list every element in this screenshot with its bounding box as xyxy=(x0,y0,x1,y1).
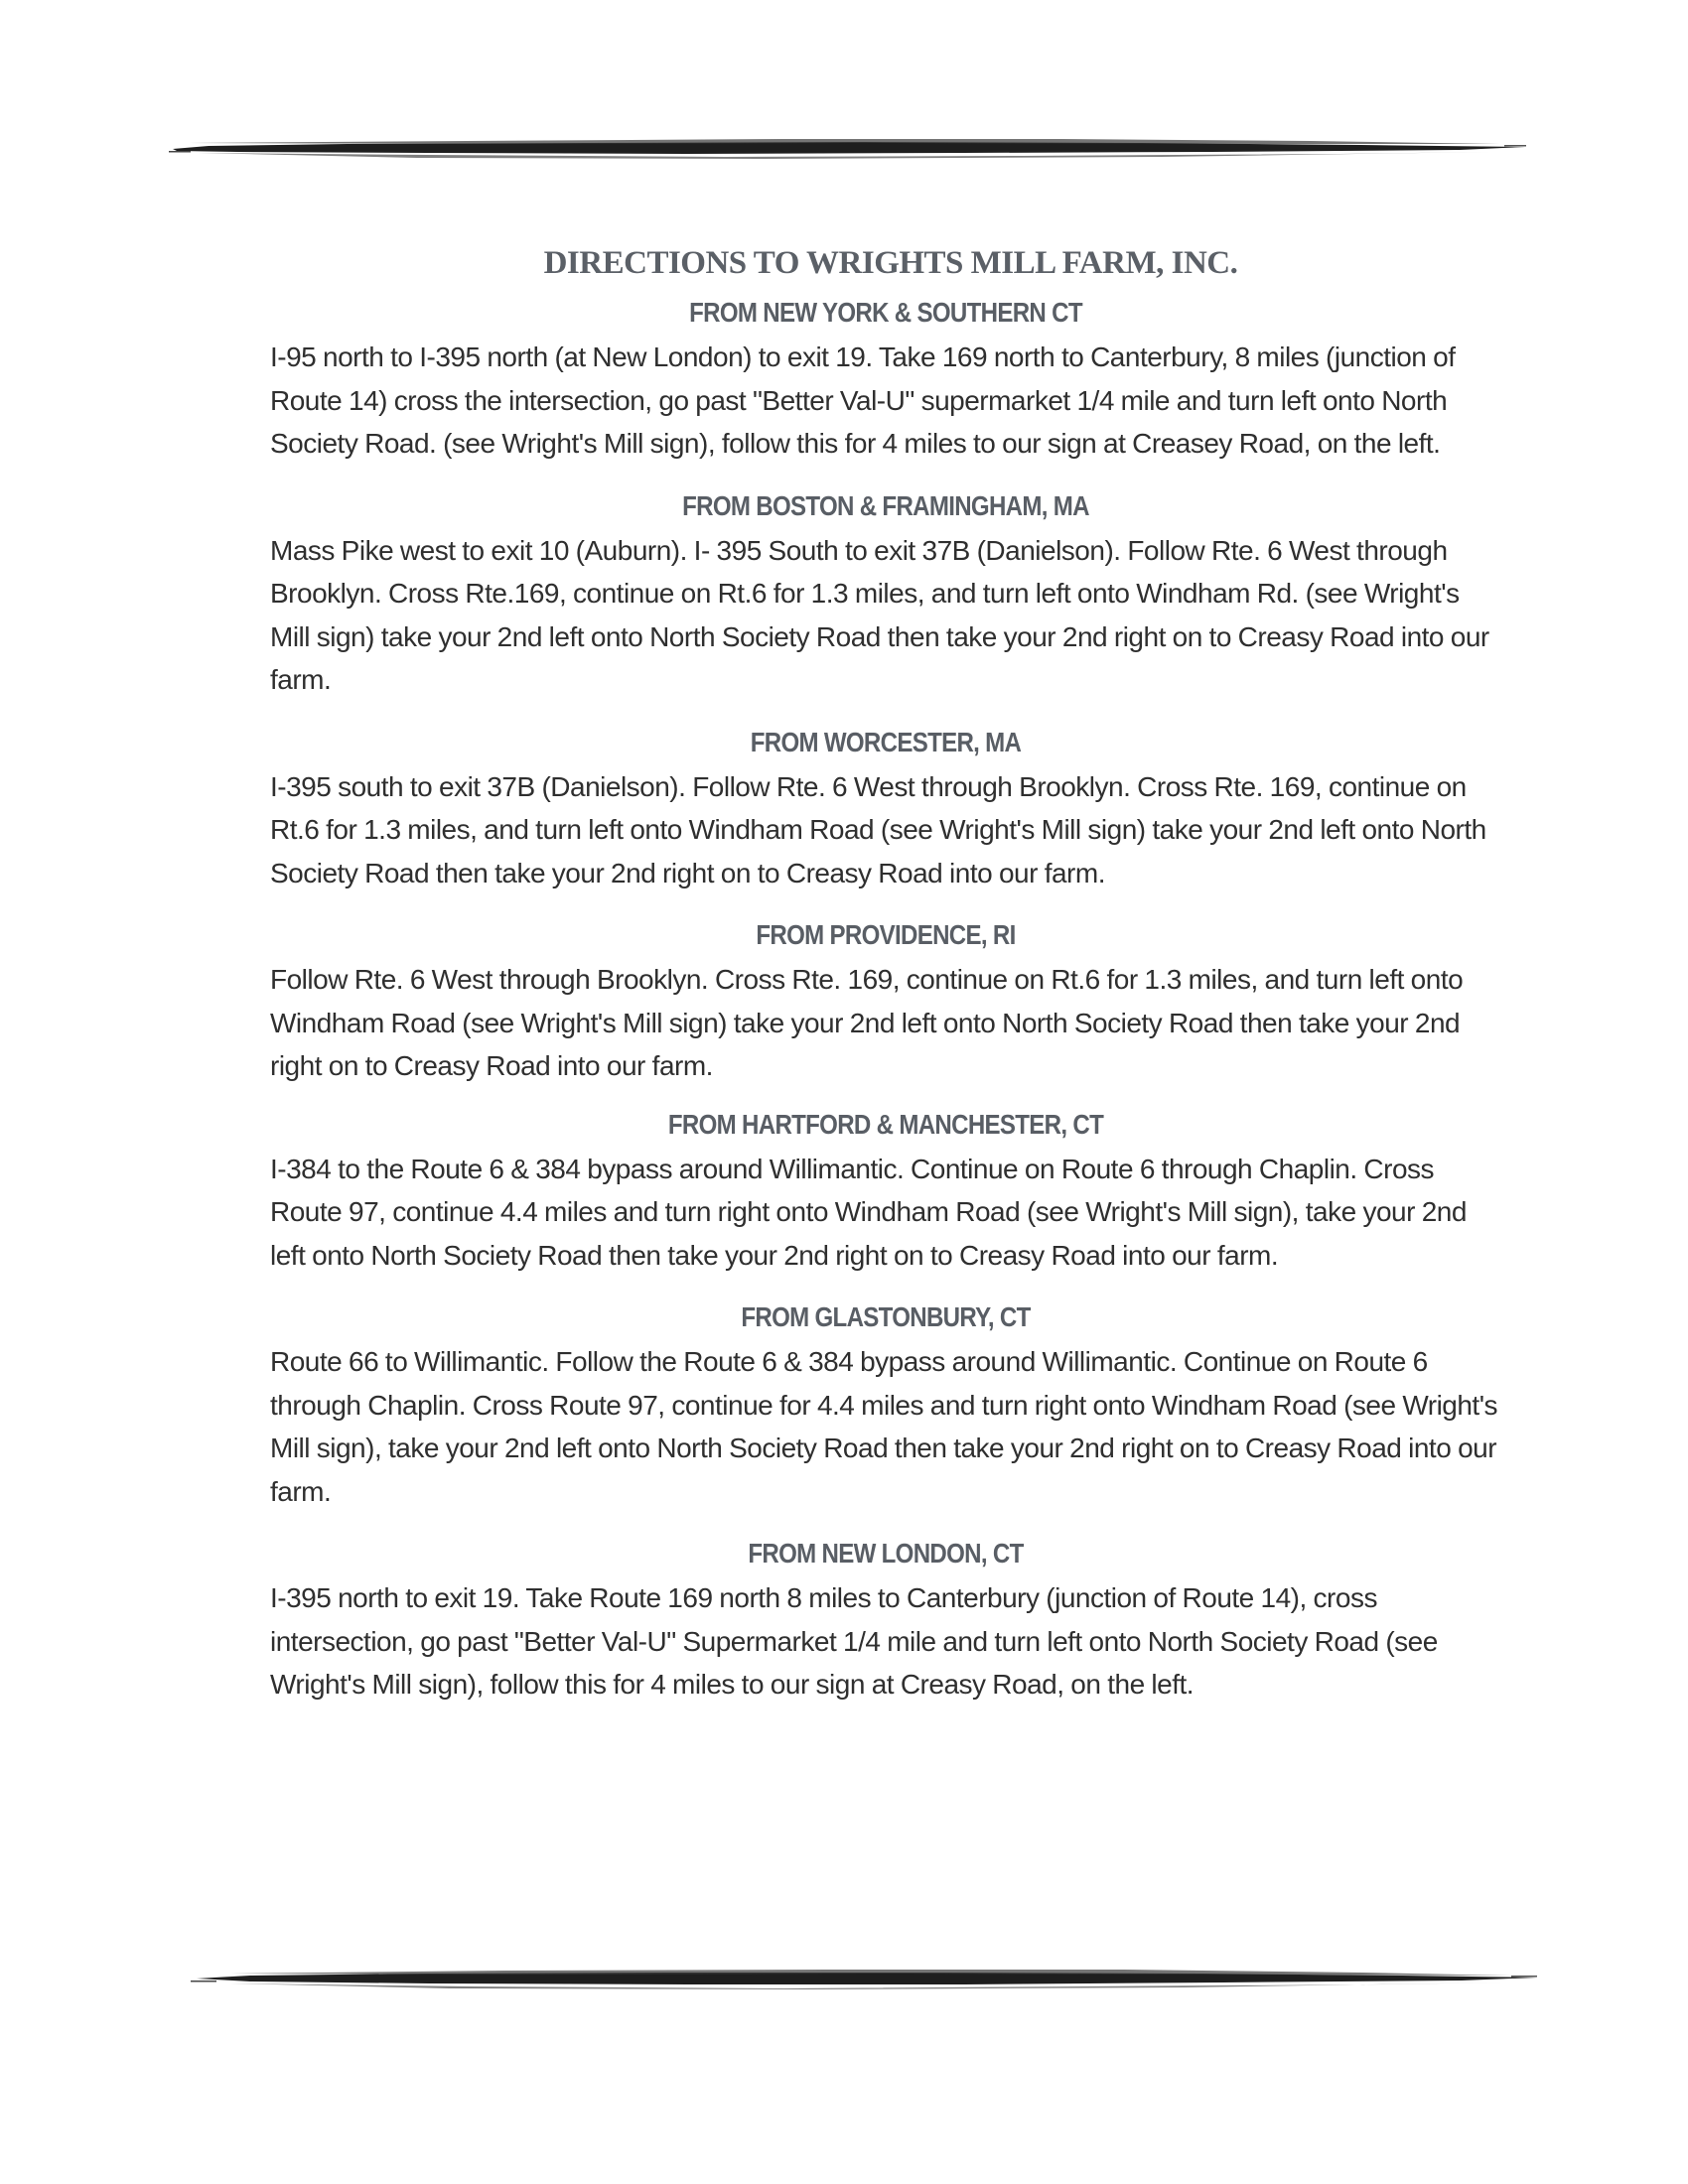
section-text: Mass Pike west to exit 10 (Auburn). I- 395 South to exit 37B (Danielson). Follow Rte. 6 West through Brooklyn. Cross Rte.169, continue on Rt.6 for 1.3 miles, and turn left onto Windham Rd. (see Wright's Mill sign) take your 2nd left onto North Society Road then take your 2nd right on to Creasy Road into our farm. xyxy=(270,534,1489,695)
section-boston xyxy=(270,483,1501,702)
section-heading: FROM NEW YORK & SOUTHERN CT xyxy=(689,297,1082,328)
section-heading: FROM GLASTONBURY, CT xyxy=(741,1301,1031,1332)
section-providence xyxy=(270,912,1501,1088)
section-heading: FROM NEW LONDON, CT xyxy=(748,1538,1024,1569)
page-title: DIRECTIONS TO WRIGHTS MILL FARM, INC. xyxy=(543,245,1238,281)
section-text: I-95 north to I-395 north (at New London) to exit 19. Take 169 north to Canterbury, 8 miles (junction of Route 14) cross the intersection, go past "Better Val-U" supermarket 1/4 mile and turn left onto North Society Road. (see Wright's Mill sign), follow this for 4 miles to our sign at Creasey Road, on the left. xyxy=(270,341,1456,459)
section-text: I-395 south to exit 37B (Danielson). Follow Rte. 6 West through Brooklyn. Cross Rte. 169, continue on Rt.6 for 1.3 miles, and turn left onto Windham Road (see Wright's Mill sign) take your 2nd left onto North Society Road then take your 2nd right on to Creasy Road into our farm. xyxy=(270,770,1486,888)
section-worcester xyxy=(270,720,1501,895)
section-heading: FROM WORCESTER, MA xyxy=(750,726,1022,757)
section-glastonbury xyxy=(270,1295,1501,1513)
section-text: Route 66 to Willimantic. Follow the Route 6 & 384 bypass around Willimantic. Continue on Route 6 through Chaplin. Cross Route 97, continue for 4.4 miles and turn right onto Windham Road (see Wright's Mill sign), take your 2nd left onto North Society Road then take your 2nd right on to Creasy Road into our farm. xyxy=(270,1346,1498,1507)
section-heading: FROM PROVIDENCE, RI xyxy=(756,919,1016,950)
section-new-london xyxy=(270,1531,1501,1706)
section-hartford xyxy=(270,1102,1501,1278)
bottom-brush-stroke-divider xyxy=(191,1964,1541,1993)
section-text: Follow Rte. 6 West through Brooklyn. Cross Rte. 169, continue on Rt.6 for 1.3 miles, and turn left onto Windham Road (see Wright's Mill sign) take your 2nd left onto North Society Road then take your 2nd right on to Creasy Road into our farm. xyxy=(270,964,1464,1081)
section-heading: FROM HARTFORD & MANCHESTER, CT xyxy=(667,1108,1104,1140)
section-text: I-384 to the Route 6 & 384 bypass around Willimantic. Continue on Route 6 through Chaplin. Cross Route 97, continue 4.4 miles and turn right onto Windham Road (see Wright's Mill sign), take your 2nd left onto North Society Road then take your 2nd right on to Creasy Road into our farm. xyxy=(270,1153,1467,1271)
section-heading: FROM BOSTON & FRAMINGHAM, MA xyxy=(682,489,1089,521)
top-brush-stroke-divider xyxy=(169,133,1529,163)
section-text: I-395 north to exit 19. Take Route 169 north 8 miles to Canterbury (junction of Route 14), cross intersection, go past "Better Val-U" Supermarket 1/4 mile and turn left onto North Society Road (see Wright's Mill sign), follow this for 4 miles to our sign at Creasy Road, on the left. xyxy=(270,1582,1438,1700)
directions-document xyxy=(270,236,1501,1706)
section-new-york xyxy=(270,290,1501,466)
